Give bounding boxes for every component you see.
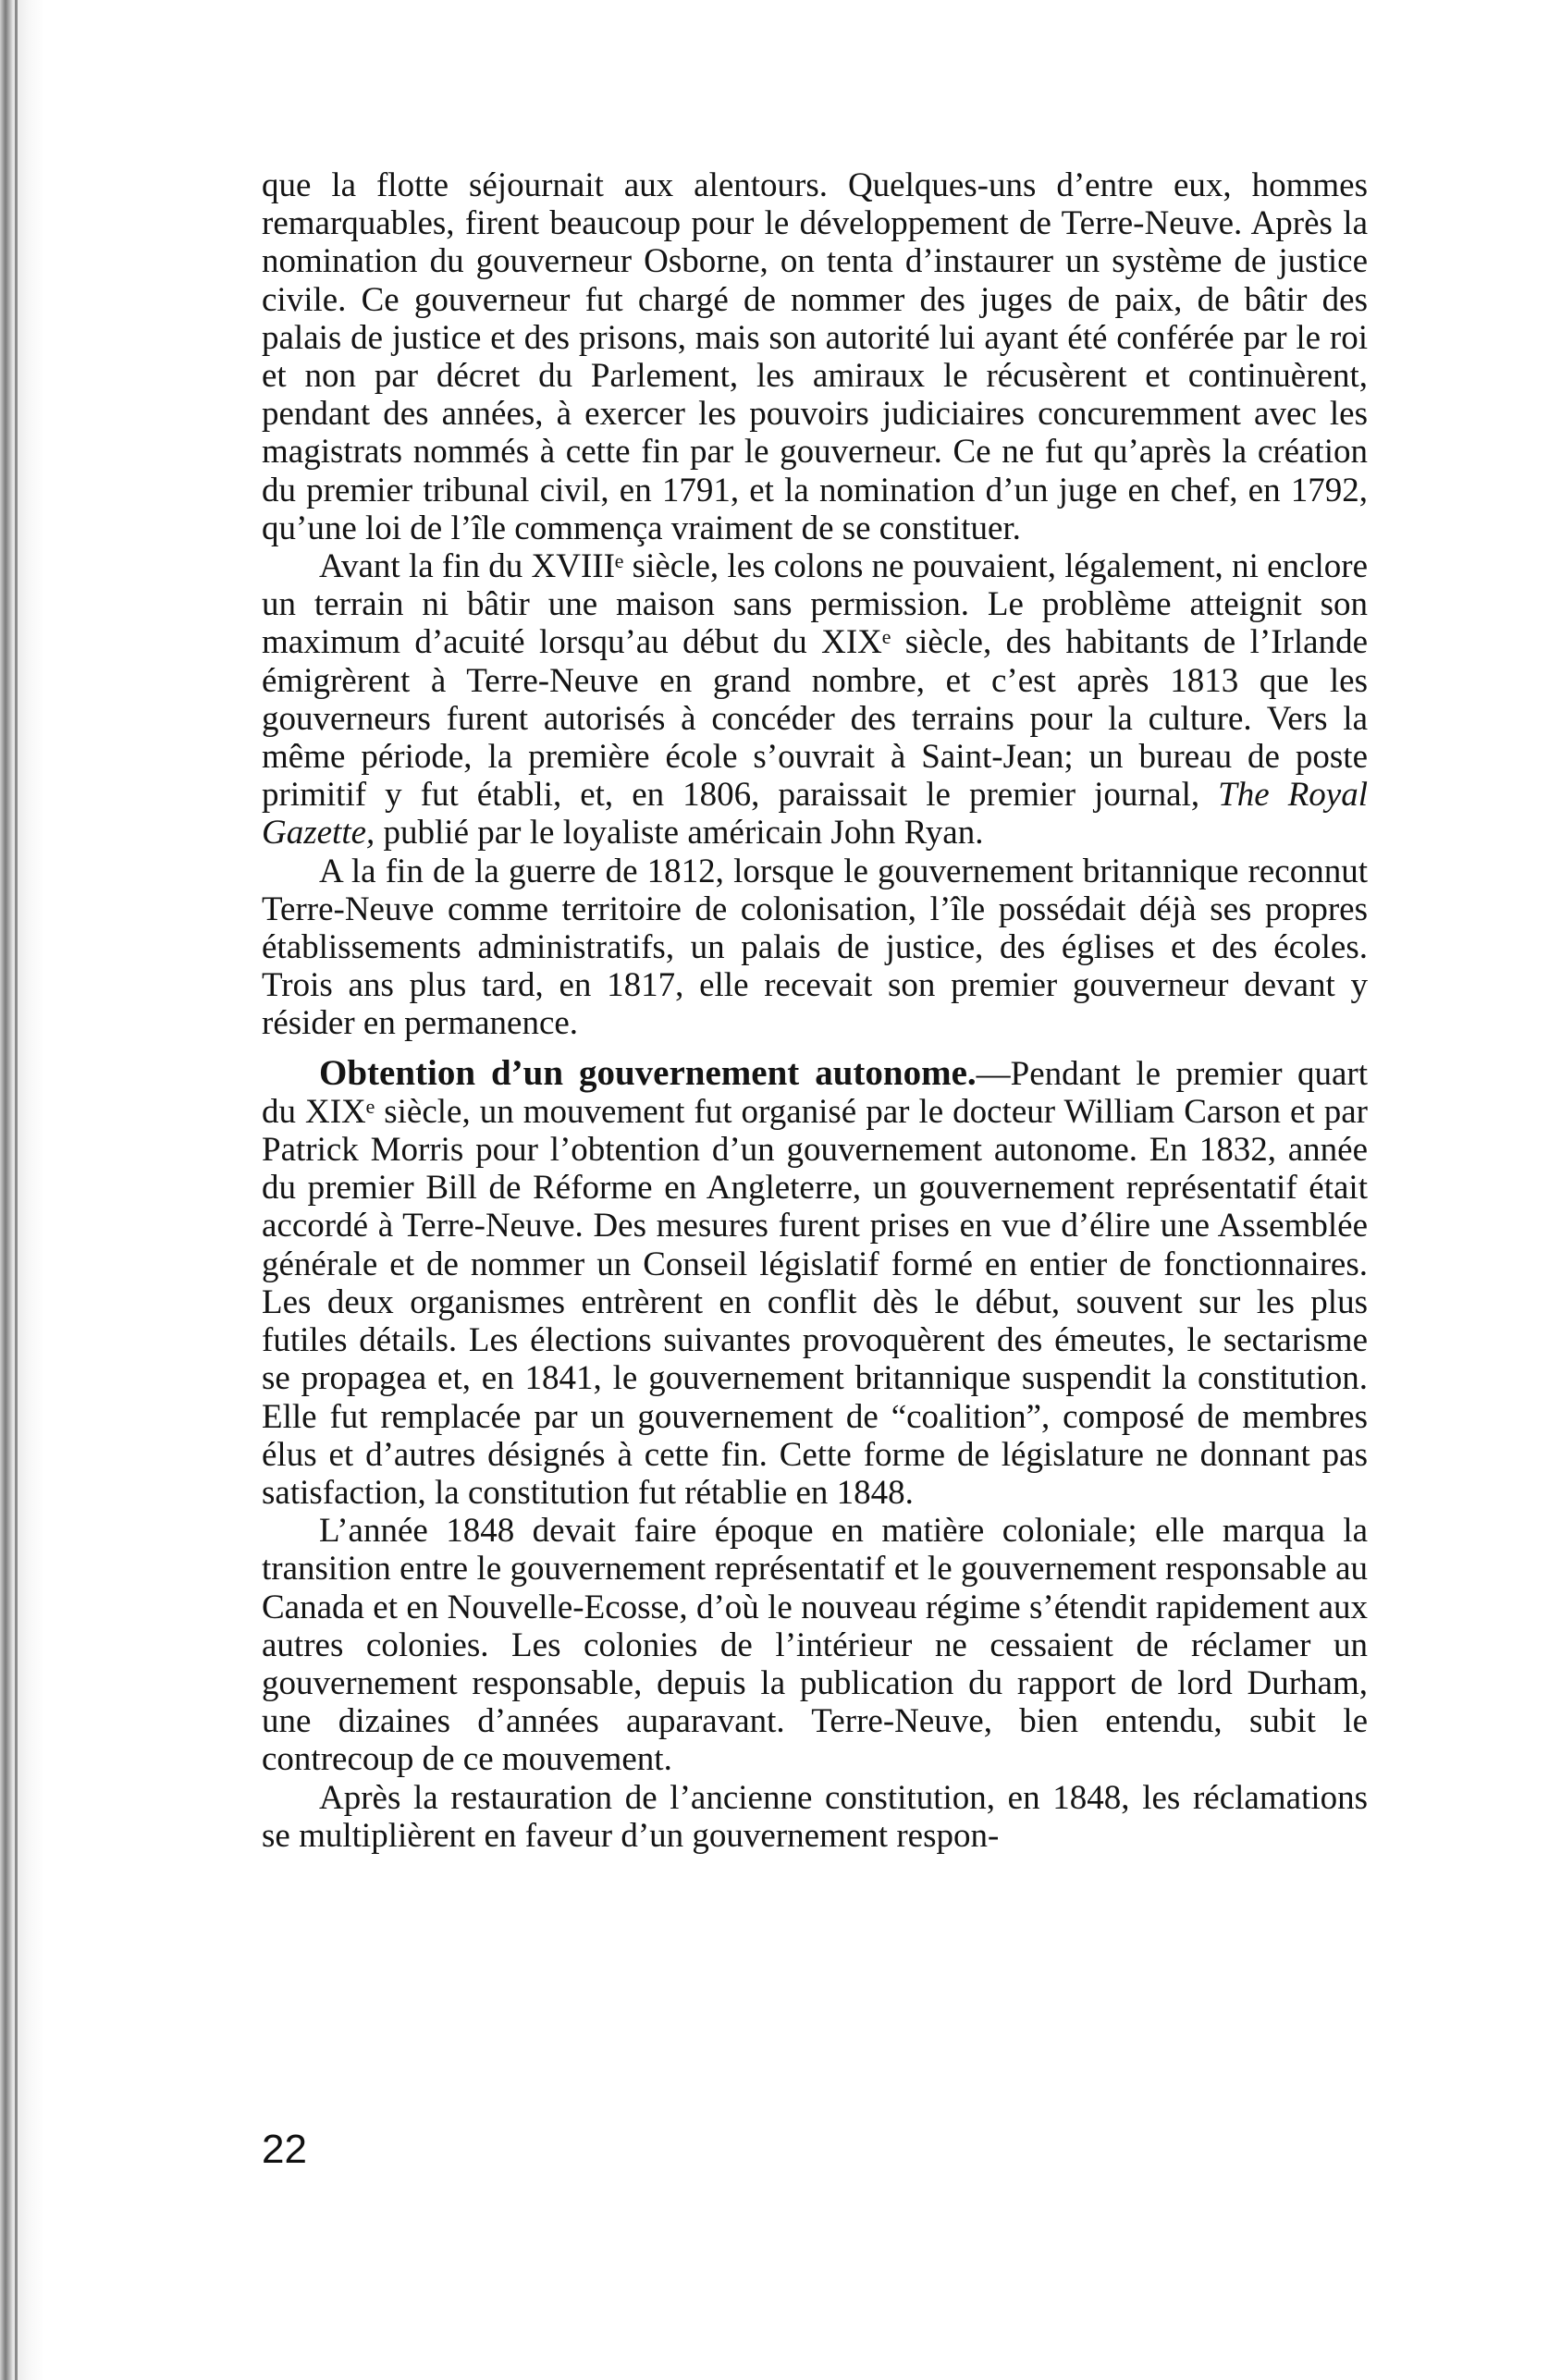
paragraph-3: A la fin de la guerre de 1812, lorsque le gouvernement britannique reconnut Terre-Neuve comme territoire de colonisation, l’île possédait déjà ses propres établissements administratifs, un palais de justice, des églises et des écoles. Trois ans plus tard, en 1817, elle recevait son premier gouverneur devant y résider en permanence. <box>262 852 1368 1043</box>
paragraph-4-text: —Pendant le premier quart du XIXᵉ siècle, un mouvement fut organisé par le docteur William Carson et par Patrick Morris pour l’obtention d’un gouvernement autonome. En 1832, année du premier Bill de Réforme en Angleterre, un gouvernement représentatif était accordé à Terre-Neuve. Des mesures furent prises en vue d’élire une Assemblée générale et de nommer un Conseil législatif formé en entier de fonctionnaires. Les deux organismes entrèrent en conflit dès le début, souvent sur les plus futiles détails. Les élections suivantes provoquèrent des émeutes, le sectarisme se propagea et, en 1841, le gouvernement britannique suspendit la constitution. Elle fut remplacée par un gouvernement de “coalition”, composé de membres élus et d’autres désignés à cette fin. Cette forme de législature ne donnant pas satisfaction, la constitution fut rétablie en 1848. <box>262 1054 1368 1512</box>
section-heading: Obtention d’un gouvernement autonome. <box>319 1052 977 1093</box>
paragraph-1: que la flotte séjournait aux alentours. Quelques-uns d’entre eux, hommes remarquables, firent beaucoup pour le développement de Terre-Neuve. Après la nomination du gouverneur Osborne, on tenta d’instaurer un système de justice civile. Ce gouverneur fut chargé de nommer des juges de paix, de bâtir des palais de justice et des prisons, mais son autorité lui ayant été conférée par le roi et non par décret du Parlement, les amiraux le récusèrent et continuèrent, pendant des années, à exercer les pouvoirs judiciaires concuremment avec les magistrats nommés à cette fin par le gouverneur. Ce ne fut qu’après la création du premier tribunal civil, en 1791, et la nomination d’un juge en chef, en 1792, qu’une loi de l’île commença vraiment de se constituer. <box>262 166 1368 547</box>
text-column <box>262 166 1368 1855</box>
page-number: 22 <box>262 2127 307 2172</box>
paragraph-2-end: publié par le loyaliste américain John Ryan. <box>375 814 984 853</box>
page-binding-line <box>15 0 18 2380</box>
paragraph-2-text: Avant la fin du XVIIIᵉ siècle, les colons ne pouvaient, légalement, ni enclore un terrain ni bâtir une maison sans permission. Le problème atteignit son maximum d’acuité lorsqu’au début du XIXᵉ siècle, des habitants de l’Irlande émigrèrent à Terre-Neuve en grand nombre, et c’est après 1813 que les gouverneurs furent autorisés à concéder des terrains pour la culture. Vers la même période, la première école s’ouvrait à Saint-Jean; un bureau de poste primitif y fut établi, et, en 1806, paraissait le premier journal, <box>262 547 1368 815</box>
paragraph-2 <box>262 547 1368 853</box>
page-binding-edge <box>0 0 44 2380</box>
paragraph-4 <box>262 1054 1368 1512</box>
newspaper-title: The Royal Gazette, <box>262 776 1368 853</box>
paragraph-6: Après la restauration de l’ancienne constitution, en 1848, les réclamations se multiplièrent en faveur d’un gouvernement respon- <box>262 1778 1368 1855</box>
paragraph-5: L’année 1848 devait faire époque en matière coloniale; elle marqua la transition entre le gouvernement représentatif et le gouvernement responsable au Canada et en Nouvelle-Ecosse, d’où le nouveau régime s’étendit rapidement aux autres colonies. Les colonies de l’intérieur ne cessaient de réclamer un gouvernement responsable, depuis la publication du rapport de lord Durham, une dizaines d’années auparavant. Terre-Neuve, bien entendu, subit le contrecoup de ce mouvement. <box>262 1512 1368 1779</box>
